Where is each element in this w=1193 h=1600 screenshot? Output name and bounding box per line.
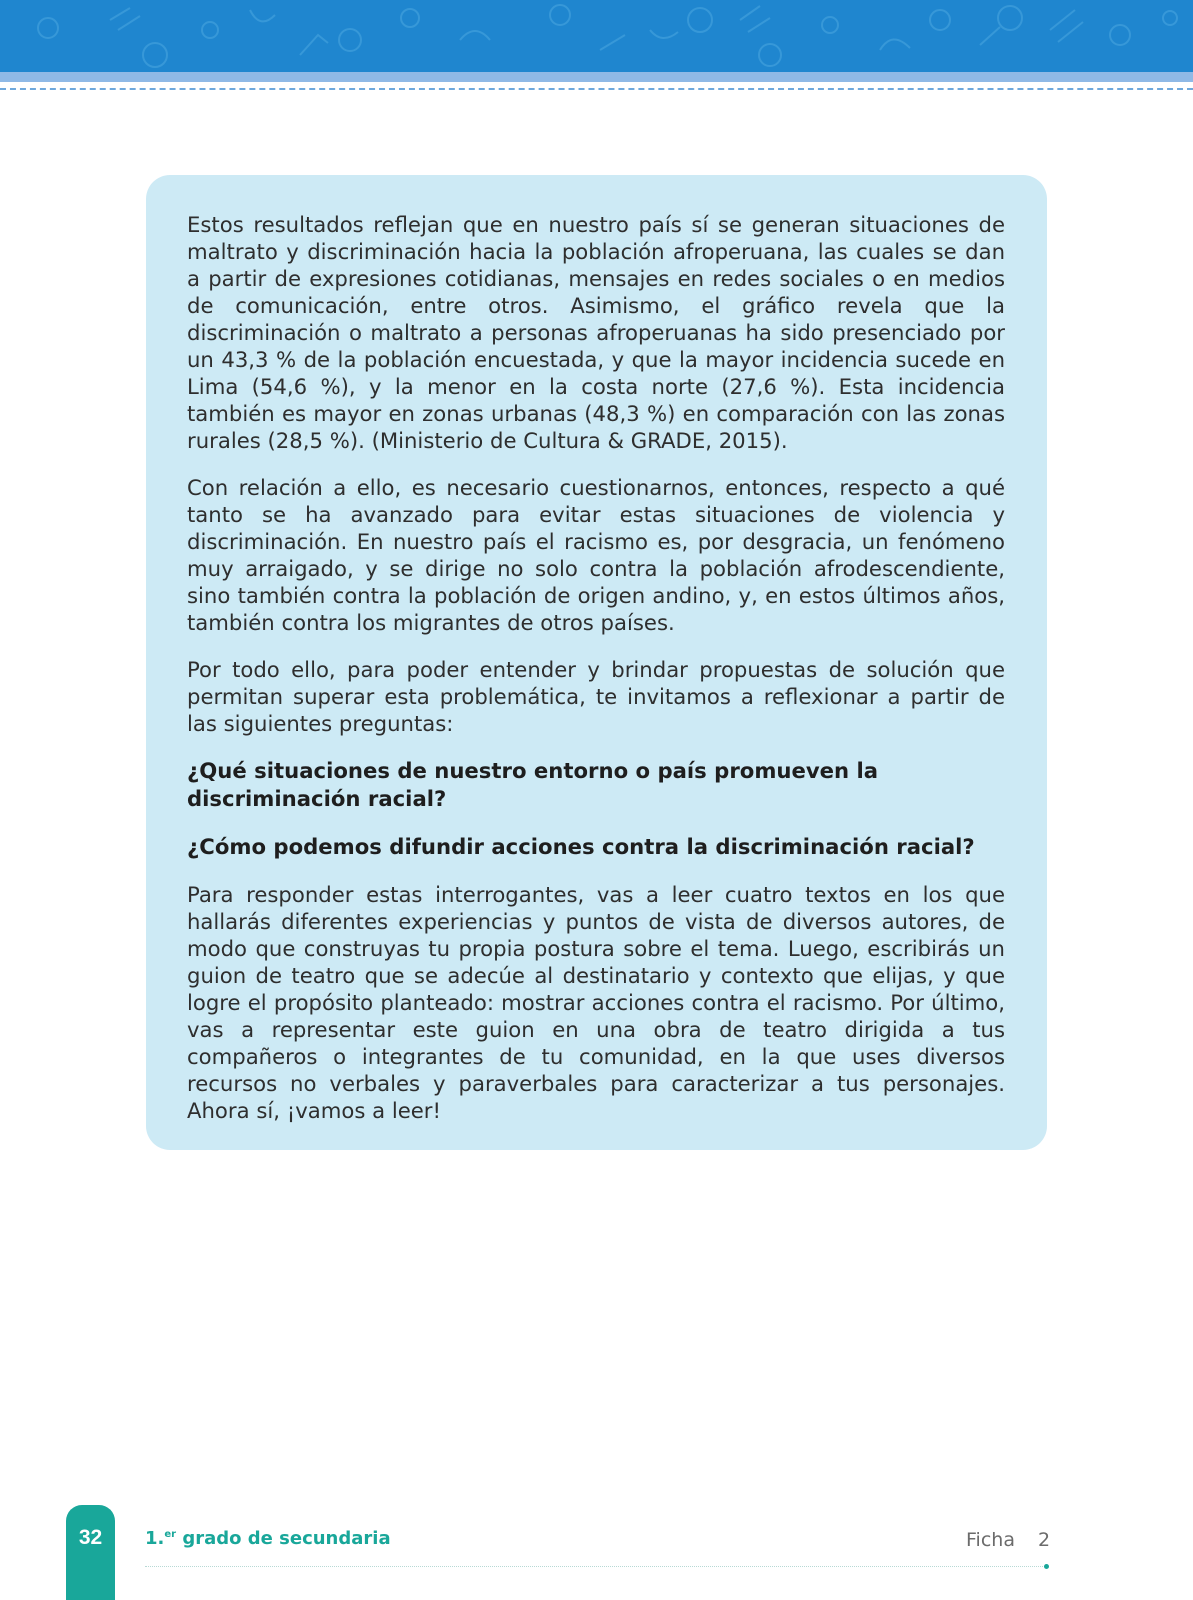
ficha-label: Ficha [966,1529,1015,1551]
question-1: ¿Qué situaciones de nuestro entorno o país promueven la discriminación racial? [187,758,879,811]
header-divider [0,88,1193,90]
grade-superscript: er [164,1529,177,1540]
content-box [146,175,1047,1150]
paragraph-invitation: Por todo ello, para poder entender y brindar propuestas de solución que permitan superar esta problemática, te invitamos a reflexionar a partir de las siguientes preguntas: [187,657,1005,736]
page-tab [66,1505,115,1600]
grade-label [145,1528,391,1549]
doodle-pattern-icon [0,0,1193,72]
page-number: 32 [78,1526,103,1549]
header-stripe [0,72,1193,82]
footer-divider [145,1566,1045,1567]
paragraph-instructions: Para responder estas interrogantes, vas a leer cuatro textos en los que hallarás diferentes experiencias y puntos de vista de diversos autores, de modo que construyas tu propia postura sobre el tema. Luego, escribirás un guion de teatro que se adecúe al destinatario y contexto que elijas, y que logre el propósito planteado: mostrar acciones contra el racismo. Por último, vas a representar este guion en una obra de teatro dirigida a tus compañeros o integrantes de tu comunidad, en la que uses diversos recursos no verbales y paraverbales para caracterizar a tus personajes. Ahora sí, ¡vamos a leer! [187,882,1005,1123]
question-2: ¿Cómo podemos difundir acciones contra la discriminación racial? [187,834,975,859]
ficha-number: 2 [1038,1529,1051,1551]
header-banner [0,0,1193,72]
grade-text: grado de secundaria [176,1528,391,1549]
paragraph-context: Con relación a ello, es necesario cuestionarnos, entonces, respecto a qué tanto se ha avanzado para evitar estas situaciones de violencia y discriminación. En nuestro país el racismo es, por desgracia, un fenómeno muy arraigado, y se dirige no solo contra la población afrodescendiente, sino también contra la población de origen andino, y, en estos últimos años, también contra los migrantes de otros países. [187,475,1005,635]
paragraph-results: Estos resultados reflejan que en nuestro país sí se generan situaciones de maltrato y discriminación hacia la población afroperuana, las cuales se dan a partir de expresiones cotidianas, mensajes en redes sociales o en medios de comunicación, entre otros. Asimismo, el gráfico revela que la discriminación o maltrato a personas afroperuanas ha sido presenciado por un 43,3 % de la población encuestada, y que la mayor incidencia sucede en Lima (54,6 %), y la menor en la costa norte (27,6 %). Esta incidencia también es mayor en zonas urbanas (48,3 %) en comparación con las zonas rurales (28,5 %). (Ministerio de Cultura & GRADE, 2015). [187,212,1005,453]
footer-dot-icon [1044,1564,1049,1569]
grade-prefix: 1. [145,1528,165,1549]
